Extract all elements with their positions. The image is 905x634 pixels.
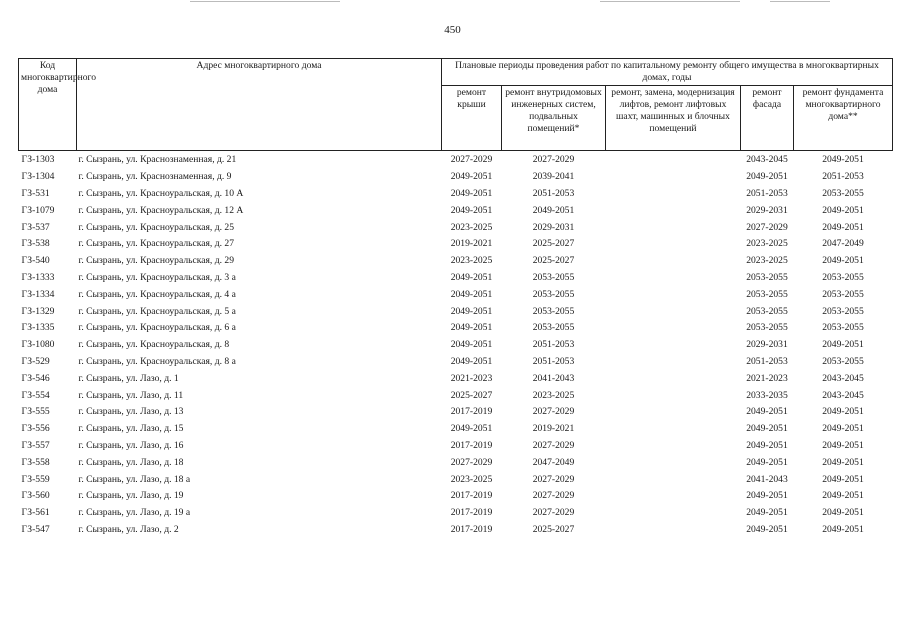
facade-period-cell: 2041-2043 <box>746 473 788 485</box>
scan-edge-mark <box>770 1 830 2</box>
table-row <box>19 505 893 522</box>
facade-period-cell: 2049-2051 <box>746 523 788 535</box>
systems-period-cell: 2051-2053 <box>532 355 575 367</box>
table-row <box>19 438 893 455</box>
roof-period-cell: 2049-2051 <box>450 305 493 317</box>
lifts-period-cell <box>606 253 741 270</box>
address-cell: г. Сызрань, ул. Красноуральская, д. 27 <box>78 238 234 250</box>
address-cell: г. Сызрань, ул. Лазо, д. 16 <box>78 439 184 451</box>
house-code-cell: ГЗ-1334 <box>21 288 55 300</box>
house-code-cell: ГЗ-1080 <box>21 339 55 351</box>
systems-period-cell: 2053-2055 <box>532 305 575 317</box>
systems-period-cell: 2053-2055 <box>532 288 575 300</box>
house-code-cell: ГЗ-540 <box>21 255 50 267</box>
header-lifts: ремонт, замена, модернизация лифтов, ремонт лифтовых шахт, машинных и блочных помещений <box>606 85 741 150</box>
lifts-period-cell <box>606 303 741 320</box>
house-code-cell: ГЗ-1329 <box>21 305 55 317</box>
facade-period-cell: 2043-2045 <box>746 154 788 166</box>
address-cell: г. Сызрань, ул. Лазо, д. 18 <box>78 456 184 468</box>
lifts-period-cell <box>606 270 741 287</box>
capital-repair-schedule-table <box>18 58 893 538</box>
foundation-period-cell: 2049-2051 <box>822 456 864 468</box>
lifts-period-cell <box>606 471 741 488</box>
lifts-period-cell <box>606 219 741 236</box>
address-cell: г. Сызрань, ул. Красноуральская, д. 5 а <box>78 305 236 317</box>
systems-period-cell: 2041-2043 <box>532 372 575 384</box>
lifts-period-cell <box>606 202 741 219</box>
foundation-period-cell: 2049-2051 <box>822 523 864 535</box>
facade-period-cell: 2049-2051 <box>746 490 788 502</box>
systems-period-cell: 2027-2029 <box>532 507 575 519</box>
systems-period-cell: 2025-2027 <box>532 238 575 250</box>
lifts-period-cell <box>606 337 741 354</box>
table-row <box>19 387 893 404</box>
lifts-period-cell <box>606 354 741 371</box>
house-code-cell: ГЗ-531 <box>21 187 50 199</box>
table-row <box>19 150 893 168</box>
header-address: Адрес многоквартирного дома <box>77 59 442 151</box>
systems-period-cell: 2027-2029 <box>532 473 575 485</box>
facade-period-cell: 2023-2025 <box>746 238 788 250</box>
foundation-period-cell: 2049-2051 <box>822 473 864 485</box>
roof-period-cell: 2049-2051 <box>450 187 493 199</box>
header-code: Код многоквартирного дома <box>19 59 77 151</box>
address-cell: г. Сызрань, ул. Красноуральская, д. 4 а <box>78 288 236 300</box>
facade-period-cell: 2051-2053 <box>746 187 788 199</box>
header-roof: ремонт крыши <box>442 85 502 150</box>
lifts-period-cell <box>606 438 741 455</box>
systems-period-cell: 2027-2029 <box>532 490 575 502</box>
table-row <box>19 169 893 186</box>
lifts-period-cell <box>606 454 741 471</box>
facade-period-cell: 2021-2023 <box>746 372 788 384</box>
facade-period-cell: 2049-2051 <box>746 406 788 418</box>
address-cell: г. Сызрань, ул. Красноуральская, д. 8 а <box>78 355 236 367</box>
foundation-period-cell: 2051-2053 <box>822 171 864 183</box>
table-body <box>19 150 893 538</box>
table-row <box>19 202 893 219</box>
address-cell: г. Сызрань, ул. Красноуральская, д. 10 А <box>78 187 244 199</box>
page-number: 450 <box>444 24 461 36</box>
roof-period-cell: 2017-2019 <box>450 439 493 451</box>
lifts-period-cell <box>606 505 741 522</box>
scan-edge-mark <box>190 1 340 2</box>
facade-period-cell: 2033-2035 <box>746 389 788 401</box>
systems-period-cell: 2047-2049 <box>532 456 575 468</box>
table-row <box>19 337 893 354</box>
roof-period-cell: 2049-2051 <box>450 288 493 300</box>
table-row <box>19 219 893 236</box>
address-cell: г. Сызрань, ул. Красноуральская, д. 25 <box>78 221 234 233</box>
foundation-period-cell: 2049-2051 <box>822 221 864 233</box>
lifts-period-cell <box>606 522 741 539</box>
lifts-period-cell <box>606 150 741 168</box>
house-code-cell: ГЗ-1335 <box>21 322 55 334</box>
facade-period-cell: 2053-2055 <box>746 288 788 300</box>
address-cell: г. Сызрань, ул. Лазо, д. 2 <box>78 523 179 535</box>
address-cell: г. Сызрань, ул. Краснознаменная, д. 21 <box>78 154 237 166</box>
foundation-period-cell: 2053-2055 <box>822 305 864 317</box>
address-cell: г. Сызрань, ул. Лазо, д. 13 <box>78 406 184 418</box>
systems-period-cell: 2027-2029 <box>532 406 575 418</box>
address-cell: г. Сызрань, ул. Красноуральская, д. 29 <box>78 255 234 267</box>
foundation-period-cell: 2049-2051 <box>822 439 864 451</box>
foundation-period-cell: 2049-2051 <box>822 423 864 435</box>
table-row <box>19 471 893 488</box>
house-code-cell: ГЗ-547 <box>21 523 50 535</box>
systems-period-cell: 2051-2053 <box>532 187 575 199</box>
table-row <box>19 404 893 421</box>
systems-period-cell: 2053-2055 <box>532 271 575 283</box>
table-row <box>19 421 893 438</box>
table-row <box>19 286 893 303</box>
facade-period-cell: 2049-2051 <box>746 439 788 451</box>
lifts-period-cell <box>606 320 741 337</box>
facade-period-cell: 2029-2031 <box>746 204 788 216</box>
table-row <box>19 454 893 471</box>
table-row <box>19 354 893 371</box>
foundation-period-cell: 2049-2051 <box>822 255 864 267</box>
scan-edge-mark <box>600 1 740 2</box>
lifts-period-cell <box>606 286 741 303</box>
facade-period-cell: 2049-2051 <box>746 507 788 519</box>
house-code-cell: ГЗ-538 <box>21 238 50 250</box>
address-cell: г. Сызрань, ул. Лазо, д. 11 <box>78 389 184 401</box>
systems-period-cell: 2025-2027 <box>532 255 575 267</box>
header-systems: ремонт внутридомовых инженерных систем, подвальных помещений* <box>502 85 606 150</box>
facade-period-cell: 2029-2031 <box>746 339 788 351</box>
address-cell: г. Сызрань, ул. Лазо, д. 15 <box>78 423 184 435</box>
roof-period-cell: 2021-2023 <box>450 372 493 384</box>
table-row <box>19 270 893 287</box>
systems-period-cell: 2027-2029 <box>532 439 575 451</box>
facade-period-cell: 2049-2051 <box>746 423 788 435</box>
house-code-cell: ГЗ-559 <box>21 473 50 485</box>
foundation-period-cell: 2043-2045 <box>822 389 864 401</box>
foundation-period-cell: 2047-2049 <box>822 238 864 250</box>
systems-period-cell: 2025-2027 <box>532 523 575 535</box>
table-row <box>19 370 893 387</box>
foundation-period-cell: 2049-2051 <box>822 490 864 502</box>
address-cell: г. Сызрань, ул. Красноуральская, д. 3 а <box>78 271 236 283</box>
facade-period-cell: 2053-2055 <box>746 271 788 283</box>
table-row <box>19 236 893 253</box>
header-foundation: ремонт фундамента многоквартирного дома** <box>794 85 893 150</box>
foundation-period-cell: 2053-2055 <box>822 322 864 334</box>
lifts-period-cell <box>606 169 741 186</box>
facade-period-cell: 2027-2029 <box>746 221 788 233</box>
table-row <box>19 186 893 203</box>
address-cell: г. Сызрань, ул. Лазо, д. 19 <box>78 490 184 502</box>
systems-period-cell: 2023-2025 <box>532 389 575 401</box>
address-cell: г. Сызрань, ул. Лазо, д. 19 а <box>78 507 191 519</box>
roof-period-cell: 2049-2051 <box>450 271 493 283</box>
address-cell: г. Сызрань, ул. Лазо, д. 1 <box>78 372 179 384</box>
facade-period-cell: 2049-2051 <box>746 171 788 183</box>
house-code-cell: ГЗ-556 <box>21 423 50 435</box>
roof-period-cell: 2023-2025 <box>450 473 493 485</box>
table-row <box>19 303 893 320</box>
foundation-period-cell: 2049-2051 <box>822 406 864 418</box>
foundation-period-cell: 2049-2051 <box>822 204 864 216</box>
facade-period-cell: 2051-2053 <box>746 355 788 367</box>
address-cell: г. Сызрань, ул. Лазо, д. 18 а <box>78 473 191 485</box>
lifts-period-cell <box>606 387 741 404</box>
foundation-period-cell: 2053-2055 <box>822 271 864 283</box>
systems-period-cell: 2027-2029 <box>532 154 575 166</box>
roof-period-cell: 2049-2051 <box>450 322 493 334</box>
facade-period-cell: 2049-2051 <box>746 456 788 468</box>
header-facade: ремонт фасада <box>741 85 794 150</box>
facade-period-cell: 2023-2025 <box>746 255 788 267</box>
foundation-period-cell: 2049-2051 <box>822 507 864 519</box>
foundation-period-cell: 2053-2055 <box>822 355 864 367</box>
house-code-cell: ГЗ-555 <box>21 406 50 418</box>
foundation-period-cell: 2049-2051 <box>822 154 864 166</box>
roof-period-cell: 2019-2021 <box>450 238 493 250</box>
house-code-cell: ГЗ-557 <box>21 439 50 451</box>
systems-period-cell: 2039-2041 <box>532 171 575 183</box>
lifts-period-cell <box>606 370 741 387</box>
roof-period-cell: 2017-2019 <box>450 507 493 519</box>
lifts-period-cell <box>606 488 741 505</box>
systems-period-cell: 2029-2031 <box>532 221 575 233</box>
table-row <box>19 320 893 337</box>
roof-period-cell: 2017-2019 <box>450 490 493 502</box>
roof-period-cell: 2025-2027 <box>450 389 493 401</box>
table-row <box>19 253 893 270</box>
table-row <box>19 488 893 505</box>
lifts-period-cell <box>606 186 741 203</box>
facade-period-cell: 2053-2055 <box>746 322 788 334</box>
roof-period-cell: 2023-2025 <box>450 255 493 267</box>
roof-period-cell: 2023-2025 <box>450 221 493 233</box>
foundation-period-cell: 2053-2055 <box>822 187 864 199</box>
lifts-period-cell <box>606 236 741 253</box>
roof-period-cell: 2049-2051 <box>450 171 493 183</box>
table-row <box>19 522 893 539</box>
lifts-period-cell <box>606 421 741 438</box>
foundation-period-cell: 2053-2055 <box>822 288 864 300</box>
house-code-cell: ГЗ-546 <box>21 372 50 384</box>
house-code-cell: ГЗ-1079 <box>21 204 55 216</box>
roof-period-cell: 2049-2051 <box>450 355 493 367</box>
table-header <box>19 59 893 151</box>
house-code-cell: ГЗ-1304 <box>21 171 55 183</box>
systems-period-cell: 2019-2021 <box>532 423 575 435</box>
lifts-period-cell <box>606 404 741 421</box>
house-code-cell: ГЗ-560 <box>21 490 50 502</box>
roof-period-cell: 2049-2051 <box>450 339 493 351</box>
facade-period-cell: 2053-2055 <box>746 305 788 317</box>
roof-period-cell: 2049-2051 <box>450 423 493 435</box>
foundation-period-cell: 2043-2045 <box>822 372 864 384</box>
roof-period-cell: 2017-2019 <box>450 523 493 535</box>
systems-period-cell: 2049-2051 <box>532 204 575 216</box>
house-code-cell: ГЗ-561 <box>21 507 50 519</box>
house-code-cell: ГЗ-1333 <box>21 271 55 283</box>
roof-period-cell: 2049-2051 <box>450 204 493 216</box>
roof-period-cell: 2027-2029 <box>450 154 493 166</box>
address-cell: г. Сызрань, ул. Красноуральская, д. 12 А <box>78 204 244 216</box>
house-code-cell: ГЗ-554 <box>21 389 50 401</box>
address-cell: г. Сызрань, ул. Красноуральская, д. 6 а <box>78 322 236 334</box>
foundation-period-cell: 2049-2051 <box>822 339 864 351</box>
roof-period-cell: 2027-2029 <box>450 456 493 468</box>
systems-period-cell: 2053-2055 <box>532 322 575 334</box>
address-cell: г. Сызрань, ул. Красноуральская, д. 8 <box>78 339 230 351</box>
house-code-cell: ГЗ-537 <box>21 221 50 233</box>
roof-period-cell: 2017-2019 <box>450 406 493 418</box>
house-code-cell: ГЗ-529 <box>21 355 50 367</box>
systems-period-cell: 2051-2053 <box>532 339 575 351</box>
address-cell: г. Сызрань, ул. Краснознаменная, д. 9 <box>78 171 232 183</box>
house-code-cell: ГЗ-558 <box>21 456 50 468</box>
header-periods: Плановые периоды проведения работ по капитальному ремонту общего имущества в многоквартирных домах, годы <box>442 59 893 86</box>
house-code-cell: ГЗ-1303 <box>21 154 55 166</box>
